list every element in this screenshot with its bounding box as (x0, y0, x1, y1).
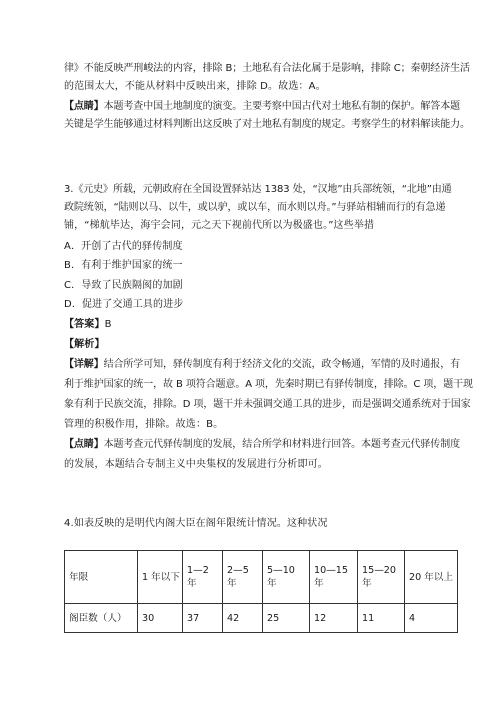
jiexi-label: 【解析】 (64, 339, 105, 350)
text-line: 结合所学可知，驿传制度有利于经济文化的交流，政令畅通，军情的及时通报，有 (103, 359, 461, 370)
text-line: 利于维护国家的统一，故 B 项符合题意。A 项，先秦时期已有驿传制度，排除。C 项，题干现 (64, 379, 473, 390)
option-b: B．有利于维护国家的统一 (64, 260, 183, 271)
table-header-cell: 2—5 年 (223, 551, 263, 604)
table-cell: 25 (263, 604, 310, 633)
question-3-stem: 3.《元史》所载，元朝政府在全国设置驿站达 1383 处，“汉地”由兵部统领，“北地”由通 (64, 184, 452, 195)
answer-line (64, 318, 112, 331)
jiexi-line (64, 338, 105, 351)
table-row (65, 604, 458, 633)
text-line: 政院统领，“陆则以马、以牛，或以驴，或以车，而水则以舟。”与驿站相辅而行的有急递 (64, 202, 446, 213)
table-header-cell: 10—15 年 (310, 551, 358, 604)
dianjing-label: 【点睛】 (64, 101, 104, 112)
text-line: 本题考查中国土地制度的演变。主要考察中国古代对土地私有制的保护。解答本题 (103, 101, 461, 112)
table-cell: 30 (138, 604, 183, 633)
xiangjie-label: 【详解】 (64, 359, 104, 370)
table-cell: 阁臣数（人） (65, 604, 138, 633)
table-cell: 11 (358, 604, 405, 633)
option-a: A．开创了古代的驿传制度 (64, 241, 183, 252)
text-line: 管理的积极作用，排除。故选：B。 (64, 419, 224, 430)
table-header-cell: 1—2 年 (183, 551, 223, 604)
table-cell: 42 (223, 604, 263, 633)
answer-label: 【答案】 (64, 319, 105, 330)
text-line: 的范围太大，不能从材料中反映出来，排除 D。故选：A。 (64, 81, 326, 92)
table-header-row (65, 551, 458, 604)
statistics-table (64, 550, 458, 633)
text-line: 的发展，本题结合专制主义中央集权的发展进行分析即可。 (64, 459, 328, 470)
text-line: 铺，“梯航毕达，海宇会同，元之天下视前代所以为极盛也。”这些举措 (64, 220, 375, 231)
option-d: D．促进了交通工具的进步 (64, 299, 184, 310)
xiangjie-paragraph (64, 358, 460, 371)
table-header-cell: 15—20 年 (358, 551, 405, 604)
text-line: 本题考查元代驿传制度的发展，结合所学和材料进行回答。本题考查元代驿传制度 (103, 439, 461, 450)
dianjing-paragraph (64, 438, 460, 451)
table-header-cell: 年限 (65, 551, 138, 604)
answer-value: B (104, 319, 112, 330)
table-header-cell: 1 年以下 (138, 551, 183, 604)
table-cell: 12 (310, 604, 358, 633)
question-4-stem: 4.如表反映的是明代内阁大臣在阁年限统计情况。这种状况 (64, 518, 328, 529)
dianjing-paragraph (64, 100, 460, 113)
table-cell: 37 (183, 604, 223, 633)
text-line: 象有利于民族交流，排除。D 项，题干并未强调交通工具的进步，而是强调交通系统对于国家 (64, 399, 471, 410)
table-header-cell: 5—10 年 (263, 551, 310, 604)
table-header-cell: 20 年以上 (405, 551, 458, 604)
dianjing-label: 【点睛】 (64, 439, 104, 450)
option-c: C．导致了民族隔阂的加剧 (64, 280, 183, 291)
text-line: 律》不能反映严刑峻法的内容，排除 B；土地私有合法化属于是影响，排除 C；秦朝经济生活 (64, 63, 470, 74)
table-cell: 4 (405, 604, 458, 633)
text-line: 关键是学生能够通过材料判断出这反映了对土地私有制度的规定。考察学生的材料解读能力。 (64, 119, 470, 130)
